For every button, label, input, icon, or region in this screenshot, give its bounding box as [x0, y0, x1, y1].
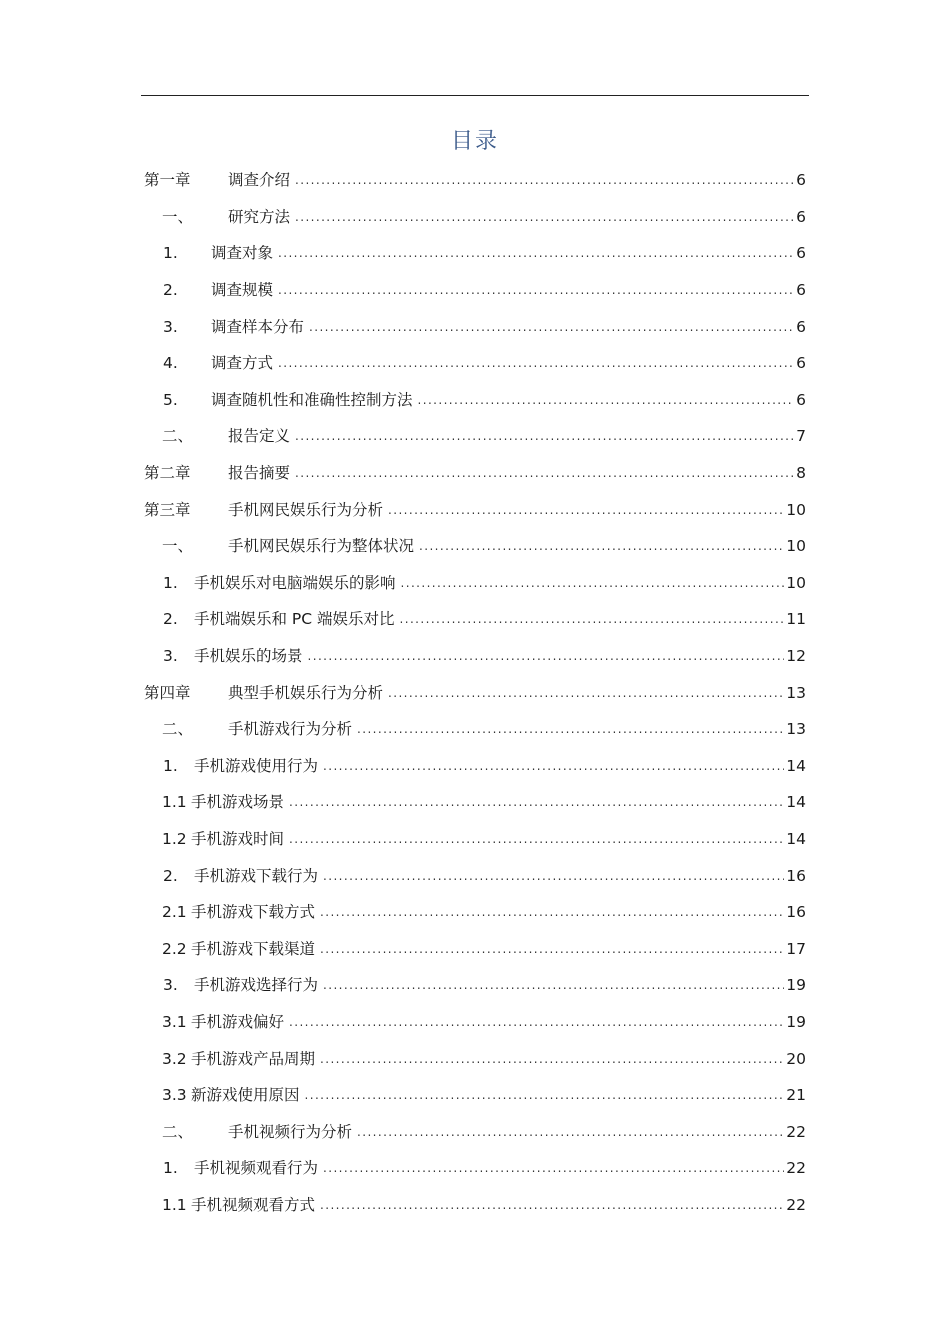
toc-entry[interactable] [0, 638, 806, 675]
toc-entry[interactable] [0, 1004, 806, 1041]
toc-entry-number: 二、 [162, 720, 194, 739]
toc-entry[interactable] [0, 1187, 806, 1224]
dot-leader [357, 719, 784, 739]
toc-entry[interactable] [0, 528, 806, 565]
toc-entry-title: 报告摘要 [228, 464, 291, 483]
toc-entry[interactable] [0, 308, 806, 345]
dot-leader [295, 207, 794, 227]
dot-leader [400, 609, 785, 629]
toc-entry[interactable] [0, 418, 806, 455]
toc-entry-title: 手机网民娱乐行为分析 [228, 500, 384, 519]
toc-entry-number: 5. [163, 390, 178, 409]
dot-leader [320, 1195, 784, 1215]
toc-entry-title: 手机游戏下载行为 [194, 866, 319, 885]
toc-entry-title: 手机游戏场景 [191, 793, 285, 812]
toc-entry[interactable] [0, 491, 806, 528]
toc-entry-number: 一、 [162, 537, 194, 556]
toc-entry-page-number: 6 [796, 317, 806, 336]
toc-entry-number: 3. [163, 976, 178, 995]
toc-entry-number: 第一章 [144, 171, 191, 190]
toc-entry-page-number: 16 [786, 903, 806, 922]
toc-entry-number: 1.1 [162, 1196, 187, 1215]
toc-entry-page-number: 6 [796, 390, 806, 409]
toc-entry[interactable] [0, 748, 806, 785]
toc-entry-title: 手机游戏选择行为 [194, 976, 319, 995]
toc-entry-page-number: 7 [796, 427, 806, 446]
header-rule [141, 95, 809, 96]
dot-leader [278, 243, 794, 263]
dot-leader [278, 353, 794, 373]
toc-entry-page-number: 10 [786, 537, 806, 556]
dot-leader [388, 500, 784, 520]
toc-entry-title: 手机视频观看方式 [191, 1196, 316, 1215]
toc-entry-page-number: 17 [786, 939, 806, 958]
dot-leader [295, 426, 794, 446]
dot-leader [289, 829, 784, 849]
toc-entry-page-number: 6 [796, 171, 806, 190]
toc-entry-title: 调查介绍 [228, 171, 291, 190]
toc-entry[interactable] [0, 931, 806, 968]
toc-entry[interactable] [0, 199, 806, 236]
dot-leader [308, 646, 785, 666]
toc-entry-page-number: 6 [796, 207, 806, 226]
toc-entry-number: 3.2 [162, 1049, 187, 1068]
dot-leader [295, 170, 794, 190]
toc-entry-number: 第四章 [144, 683, 191, 702]
toc-entry[interactable] [0, 455, 806, 492]
dot-leader [309, 317, 794, 337]
toc-entry-title: 手机端娱乐和 PC 端娱乐对比 [194, 610, 395, 629]
toc-entry-title: 手机视频观看行为 [194, 1159, 319, 1178]
dot-leader [278, 280, 794, 300]
toc-entry-title: 手机游戏使用行为 [194, 756, 319, 775]
toc-entry-title: 调查方式 [211, 354, 274, 373]
toc-entry-page-number: 16 [786, 866, 806, 885]
toc-entry-number: 1.2 [162, 830, 187, 849]
toc-entry-number: 2.2 [162, 939, 187, 958]
toc-title: 目录 [450, 129, 499, 154]
toc-entry[interactable] [0, 674, 806, 711]
dot-leader [320, 939, 784, 959]
toc-entry-title: 手机游戏产品周期 [191, 1049, 316, 1068]
toc-entry-title: 手机游戏下载方式 [191, 903, 316, 922]
toc-entry[interactable] [0, 235, 806, 272]
dot-leader [419, 536, 784, 556]
dot-leader [289, 792, 784, 812]
toc-entry[interactable] [0, 857, 806, 894]
toc-entry-page-number: 11 [786, 610, 806, 629]
toc-entry-title: 研究方法 [228, 207, 291, 226]
toc-entry[interactable] [0, 1150, 806, 1187]
toc-entry-title: 手机娱乐的场景 [194, 647, 303, 666]
toc-entry[interactable] [0, 565, 806, 602]
toc-entry-page-number: 14 [786, 793, 806, 812]
toc-entry-page-number: 14 [786, 830, 806, 849]
toc-entry-page-number: 19 [786, 976, 806, 995]
toc-entry[interactable] [0, 967, 806, 1004]
toc-entry-title: 手机网民娱乐行为整体状况 [228, 537, 415, 556]
toc-entry-page-number: 6 [796, 281, 806, 300]
toc-entry-number: 2. [163, 866, 178, 885]
toc-entry-title: 手机视频行为分析 [228, 1122, 353, 1141]
toc-entry-title: 调查样本分布 [211, 317, 305, 336]
toc-entry-number: 2. [163, 610, 178, 629]
toc-entry-page-number: 22 [786, 1159, 806, 1178]
toc-entry-number: 1. [163, 244, 178, 263]
toc-entry-number: 一、 [162, 207, 194, 226]
dot-leader [323, 975, 784, 995]
dot-leader [305, 1085, 785, 1105]
toc-entry-number: 2.1 [162, 903, 187, 922]
toc-entry-page-number: 13 [786, 683, 806, 702]
dot-leader [289, 1012, 784, 1032]
dot-leader [320, 902, 784, 922]
toc-entry-title: 手机娱乐对电脑端娱乐的影响 [194, 573, 396, 592]
toc-entry[interactable] [0, 1114, 806, 1151]
toc-entry[interactable] [0, 894, 806, 931]
toc-entry-page-number: 10 [786, 573, 806, 592]
toc-entry-page-number: 19 [786, 1013, 806, 1032]
toc-entry-number: 第三章 [144, 500, 191, 519]
toc-entry-title: 手机游戏下载渠道 [191, 939, 316, 958]
toc-entry[interactable] [0, 162, 806, 199]
toc-entry-title: 手机游戏时间 [191, 830, 285, 849]
toc-entry-page-number: 21 [786, 1086, 806, 1105]
dot-leader [418, 390, 795, 410]
dot-leader [320, 1049, 784, 1069]
toc-entry-number: 1. [163, 573, 178, 592]
toc-entry[interactable] [0, 382, 806, 419]
toc-entry[interactable] [0, 601, 806, 638]
dot-leader [323, 756, 784, 776]
toc-entry-title: 新游戏使用原因 [191, 1086, 300, 1105]
dot-leader [323, 1158, 784, 1178]
toc-entry-page-number: 10 [786, 500, 806, 519]
dot-leader [401, 573, 785, 593]
toc-entry-number: 二、 [162, 427, 194, 446]
toc-entry[interactable] [0, 821, 806, 858]
toc-entry-number: 第二章 [144, 464, 191, 483]
toc-entry-page-number: 22 [786, 1196, 806, 1215]
toc-entry-page-number: 13 [786, 720, 806, 739]
toc-entry-number: 1.1 [162, 793, 187, 812]
toc-entry-number: 3.3 [162, 1086, 187, 1105]
toc-entry-number: 二、 [162, 1122, 194, 1141]
toc-entry-title: 手机游戏偏好 [191, 1013, 285, 1032]
toc-entry-number: 3. [163, 647, 178, 666]
dot-leader [357, 1122, 784, 1142]
toc-entry-page-number: 20 [786, 1049, 806, 1068]
toc-entry-page-number: 8 [796, 464, 806, 483]
toc-entry-page-number: 22 [786, 1122, 806, 1141]
toc-entry-title: 手机游戏行为分析 [228, 720, 353, 739]
toc-entry-page-number: 14 [786, 756, 806, 775]
toc-entry-title: 调查规模 [211, 281, 274, 300]
toc-entry-page-number: 6 [796, 354, 806, 373]
toc-entry-number: 4. [163, 354, 178, 373]
toc-entry-number: 1. [163, 1159, 178, 1178]
toc-entry[interactable] [0, 272, 806, 309]
toc-entry-page-number: 6 [796, 244, 806, 263]
toc-entry-number: 2. [163, 281, 178, 300]
toc-entry[interactable] [0, 711, 806, 748]
toc-entry[interactable] [0, 1040, 806, 1077]
toc-entry[interactable] [0, 345, 806, 382]
toc-entry-title: 报告定义 [228, 427, 291, 446]
toc-entry-title: 调查随机性和准确性控制方法 [211, 390, 413, 409]
toc-entry-title: 调查对象 [211, 244, 274, 263]
dot-leader [295, 463, 794, 483]
toc-entry[interactable] [0, 1077, 806, 1114]
toc-entry-number: 3. [163, 317, 178, 336]
toc-entry-title: 典型手机娱乐行为分析 [228, 683, 384, 702]
toc-entry-page-number: 12 [786, 647, 806, 666]
dot-leader [323, 866, 784, 886]
toc-entry[interactable] [0, 784, 806, 821]
toc-entry-number: 1. [163, 756, 178, 775]
toc-entry-number: 3.1 [162, 1013, 187, 1032]
dot-leader [388, 683, 784, 703]
